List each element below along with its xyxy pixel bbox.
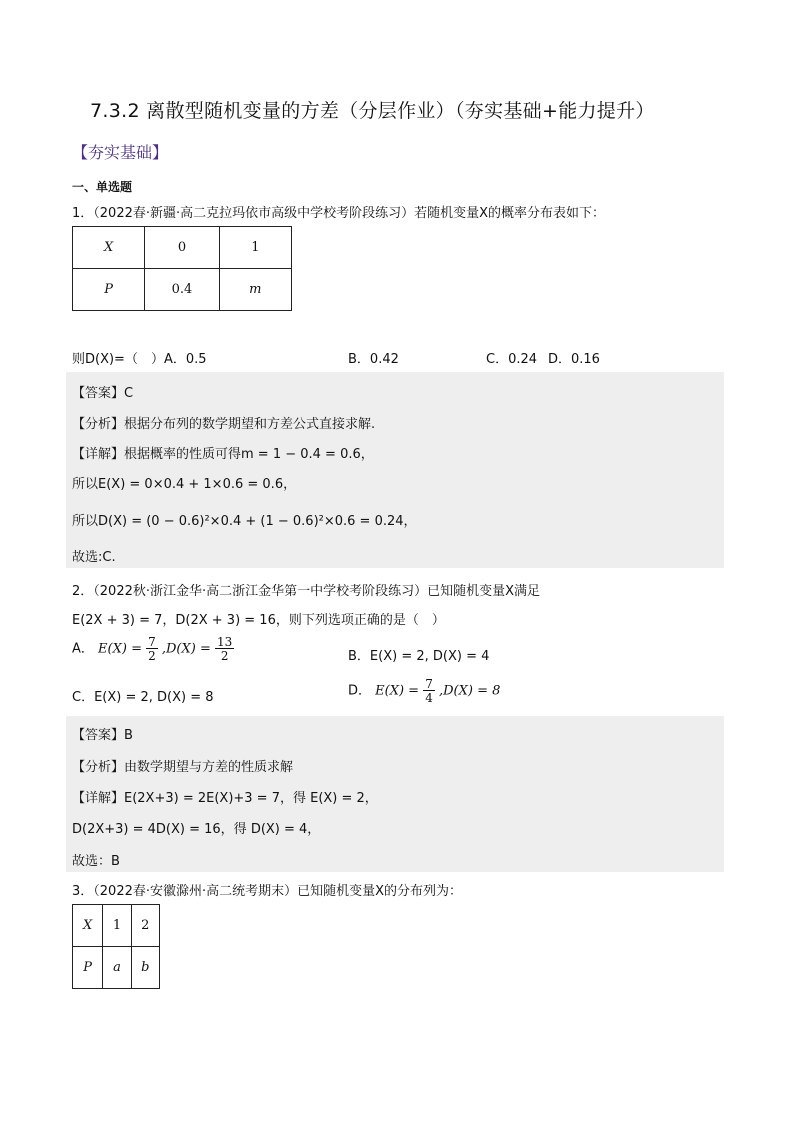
q3-cell: 2	[131, 905, 159, 947]
q2-option-a-frac2-num: 13	[217, 635, 233, 649]
q3-cell: P	[73, 947, 103, 989]
q2-option-a-ex: E(X) =	[98, 641, 147, 657]
q2-option-b: B．E(X) = 2, D(X) = 4	[348, 649, 490, 664]
q2-option-a-frac1-num: 7	[148, 635, 156, 649]
q2-option-d	[348, 678, 500, 704]
q2-detail-2: D(2X+3) = 4D(X) = 16，得 D(X) = 4，	[72, 822, 321, 837]
q2-detail-1: 【详解】E(2X+3) = 2E(X)+3 = 7，得 E(X) = 2，	[72, 791, 378, 806]
q1-cell: 0	[145, 227, 219, 269]
q2-choose: 故选：B	[72, 854, 120, 869]
q1-option-b: B．0.42	[348, 352, 399, 367]
q3-cell: b	[131, 947, 159, 989]
q2-option-a-label: A．	[72, 641, 94, 657]
q2-option-d-frac-num: 7	[425, 677, 433, 691]
q2-option-d-label: D．	[348, 683, 372, 699]
q2-option-d-ex: E(X) =	[375, 683, 424, 699]
q1-detail-3: 所以D(X) = (0 − 0.6)²×0.4 + (1 − 0.6)²×0.6 = 0.24，	[72, 514, 417, 529]
q1-option-d: D．0.16	[548, 352, 600, 367]
q2-option-d-dx: ,D(X) = 8	[438, 683, 501, 699]
q1-detail-1: 【详解】根据概率的性质可得m = 1 − 0.4 = 0.6，	[72, 447, 374, 462]
q1-question: 则D(X)=（ ）A．0.5	[72, 352, 207, 367]
q2-stem-line-2: E(2X + 3) = 7，D(2X + 3) = 16，则下列选项正确的是（ ）	[72, 613, 445, 628]
q2-option-d-fraction	[423, 678, 435, 704]
q2-option-a-fraction-dx	[215, 636, 234, 662]
q1-cell: X	[73, 227, 145, 269]
q3-cell: X	[73, 905, 103, 947]
section-heading: 【夯实基础】	[72, 143, 169, 162]
q1-choose: 故选:C.	[72, 550, 116, 565]
q1-detail-2: 所以E(X) = 0×0.4 + 1×0.6 = 0.6，	[72, 477, 297, 492]
q3-cell: 1	[103, 905, 131, 947]
q1-cell: 1	[219, 227, 291, 269]
q3-cell: a	[103, 947, 131, 989]
q3-distribution-table	[72, 904, 160, 989]
q1-distribution-table	[72, 226, 292, 311]
q2-stem: 2．（2022秋·浙江金华·高二浙江金华第一中学校考阶段练习）已知随机变量X满足	[72, 584, 541, 599]
q1-cell: P	[73, 269, 145, 311]
q2-answer: 【答案】B	[72, 728, 133, 743]
q1-cell: m	[219, 269, 291, 311]
q2-option-a-frac2-den: 2	[220, 649, 229, 663]
q2-option-a	[72, 636, 234, 662]
q1-analysis: 【分析】根据分布列的数学期望和方差公式直接求解.	[72, 417, 376, 432]
q2-option-c: C．E(X) = 2, D(X) = 8	[72, 690, 214, 705]
q3-stem: 3．（2022春·安徽滁州·高二统考期末）已知随机变量X的分布列为：	[72, 884, 463, 899]
q1-cell: 0.4	[145, 269, 219, 311]
part-heading: 一、单选题	[72, 180, 133, 194]
q1-option-c: C．0.24	[486, 352, 538, 367]
q1-answer: 【答案】C	[72, 386, 134, 401]
q2-option-d-frac-den: 4	[425, 691, 433, 705]
q2-analysis: 【分析】由数学期望与方差的性质求解	[72, 760, 294, 775]
q2-option-a-frac1-den: 2	[148, 649, 156, 663]
q1-stem: 1．（2022春·新疆·高二克拉玛依市高级中学校考阶段练习）若随机变量X的概率分布表如下：	[72, 206, 606, 221]
page-title: 7.3.2 离散型随机变量的方差（分层作业）（夯实基础+能力提升）	[90, 100, 655, 122]
q2-option-a-dx: ,D(X) =	[161, 641, 215, 657]
q2-option-a-fraction-ex	[146, 636, 158, 662]
q1-solution-box	[66, 372, 724, 568]
